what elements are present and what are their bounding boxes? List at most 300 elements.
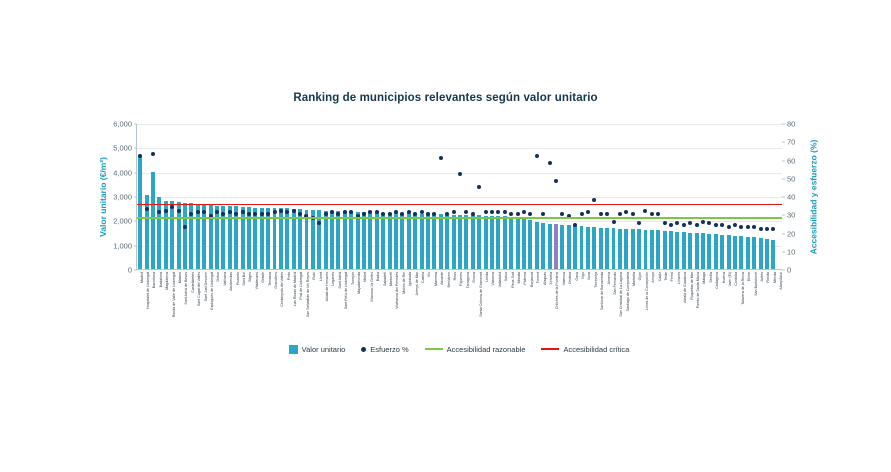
- bar: [477, 215, 481, 269]
- x-tick-label: Huelva: [721, 272, 726, 284]
- esfuerzo-point: [413, 212, 417, 216]
- bar: [394, 213, 398, 269]
- y-tick-label-right: 50: [787, 174, 796, 184]
- x-tick-label: Ronda: [766, 272, 771, 283]
- y-tick-mark-left: [134, 148, 137, 149]
- bar: [215, 206, 219, 269]
- bar: [509, 217, 513, 269]
- x-tick-label: Vigo: [580, 272, 585, 280]
- bar: [644, 230, 648, 269]
- gridline: [137, 124, 782, 125]
- esfuerzo-point: [266, 212, 270, 216]
- esfuerzo-point: [548, 161, 552, 165]
- esfuerzo-point: [490, 210, 494, 214]
- bar: [516, 218, 520, 269]
- bar: [439, 214, 443, 269]
- esfuerzo-point: [368, 210, 372, 214]
- y-tick-label-left: 2,000: [113, 216, 132, 226]
- x-tick-label: Reus: [453, 272, 457, 281]
- bar: [592, 227, 596, 269]
- y-tick-mark-right: [782, 233, 785, 234]
- x-tick-label: Sitges: [248, 272, 253, 282]
- esfuerzo-point: [381, 212, 385, 216]
- y-tick-mark-left: [134, 221, 137, 222]
- y-tick-label-right: 70: [787, 137, 796, 147]
- y-tick-mark-right: [782, 251, 785, 252]
- esfuerzo-point: [426, 212, 430, 216]
- x-tick-label: Gijón: [638, 272, 643, 281]
- legend-item[interactable]: [425, 345, 526, 354]
- bar: [400, 213, 404, 269]
- esfuerzo-point: [164, 209, 168, 213]
- x-tick-label: Santa Coloma de Gramenet: [478, 272, 483, 317]
- esfuerzo-point: [477, 185, 481, 189]
- x-tick-label: Sant Boi: [241, 272, 246, 286]
- x-tick-label: Getxo: [216, 272, 221, 282]
- x-tick-label: Majadahonda: [357, 272, 362, 294]
- esfuerzo-point: [452, 210, 456, 214]
- bar: [605, 228, 609, 269]
- legend-label: Accesibilidad razonable: [446, 344, 526, 354]
- x-tick-label: Reus Sud: [510, 272, 515, 288]
- x-tick-label: Sanlúcar de Barrameda: [600, 272, 605, 310]
- x-tick-label: Línea de la Concepción: [644, 272, 649, 310]
- x-tick-label: Santiago de Compostela: [625, 272, 630, 312]
- bar: [771, 240, 775, 269]
- x-tick-label: Barcelona: [152, 272, 157, 289]
- x-tick-label: Pozuelo: [235, 272, 240, 285]
- bar: [695, 233, 699, 269]
- gridline: [137, 148, 782, 149]
- x-tick-label: Lloret: [318, 272, 323, 281]
- y-axis-label-right-text: Accesibilidad y esfuerzo (%): [808, 139, 819, 255]
- x-tick-label: Alcobendas: [229, 272, 234, 291]
- bar: [612, 228, 616, 269]
- bar: [752, 237, 756, 269]
- x-tick-label: Sant Adrià: [337, 272, 342, 289]
- esfuerzo-point: [273, 210, 277, 214]
- esfuerzo-point: [170, 205, 174, 209]
- bar: [522, 219, 526, 269]
- x-tick-label: Mérida: [772, 272, 777, 283]
- bar: [151, 172, 155, 269]
- bar: [567, 225, 571, 269]
- bar: [650, 230, 654, 269]
- bar: [343, 211, 347, 269]
- bar: [413, 213, 417, 269]
- x-tick-label: Magdalena: [165, 272, 170, 290]
- x-tick-label: Talavera de la Reina: [740, 272, 745, 305]
- bar: [618, 229, 622, 269]
- esfuerzo-point: [771, 227, 775, 231]
- esfuerzo-point: [298, 212, 302, 216]
- bar: [675, 232, 679, 269]
- esfuerzo-point: [624, 210, 628, 214]
- legend-item[interactable]: [361, 345, 408, 354]
- x-tick-label: Cádiz: [657, 272, 662, 282]
- esfuerzo-point: [612, 220, 616, 224]
- y-tick-label-left: 4,000: [113, 168, 132, 178]
- esfuerzo-point: [177, 209, 181, 213]
- y-tick-label-right: 40: [787, 192, 796, 202]
- x-tick-label: Badalona: [158, 272, 163, 288]
- bar: [157, 197, 161, 269]
- esfuerzo-point: [145, 207, 149, 211]
- esfuerzo-point: [228, 210, 232, 214]
- x-tick-label: Salou: [504, 272, 509, 282]
- esfuerzo-point: [618, 212, 622, 216]
- esfuerzo-point: [336, 212, 340, 216]
- x-tick-label: Molins de Rei: [401, 272, 406, 294]
- esfuerzo-point: [727, 225, 731, 229]
- legend-swatch-line: [541, 348, 559, 350]
- x-tick-label: Sevilla: [708, 272, 713, 283]
- esfuerzo-point: [247, 212, 251, 216]
- bar: [471, 215, 475, 269]
- x-tick-label: Castelldefels: [190, 272, 195, 293]
- esfuerzo-point: [509, 212, 513, 216]
- x-tick-label: Martorell: [389, 272, 394, 286]
- chart-title: Ranking de municipios relevantes según valor unitario: [293, 92, 598, 104]
- x-tick-label: Girona: [472, 272, 477, 283]
- esfuerzo-point: [631, 212, 635, 216]
- x-tick-label: Córdoba: [734, 272, 739, 286]
- y-tick-label-left: 0: [127, 265, 132, 275]
- y-tick-mark-left: [134, 197, 137, 198]
- bar: [484, 216, 488, 269]
- esfuerzo-point: [541, 212, 545, 216]
- bar: [631, 229, 635, 269]
- x-tick-label: Arenys de Mar: [414, 272, 419, 296]
- x-tick-label: Manresa: [433, 272, 438, 286]
- esfuerzo-point: [528, 212, 532, 216]
- x-tick-label: Benidorm: [446, 272, 451, 288]
- bar: [420, 214, 424, 269]
- x-tick-label: Las Rozas de Madrid: [293, 272, 298, 306]
- bar: [388, 213, 392, 269]
- esfuerzo-point: [215, 210, 219, 214]
- x-tick-label: Cerdanyola del Vallès: [280, 272, 285, 307]
- x-tick-label: Igualada: [408, 272, 413, 286]
- esfuerzo-point: [522, 210, 526, 214]
- x-tick-label: Sant Just Desvern: [203, 272, 208, 302]
- bar: [727, 235, 731, 269]
- x-tick-label: Torrent: [536, 272, 541, 284]
- esfuerzo-point: [637, 221, 641, 225]
- y-tick-label-left: 3,000: [113, 192, 132, 202]
- y-tick-mark-right: [782, 178, 785, 179]
- y-tick-mark-right: [782, 270, 785, 271]
- bar: [733, 236, 737, 269]
- y-tick-label-right: 80: [787, 119, 796, 129]
- x-tick-label: Mollet: [363, 272, 368, 282]
- esfuerzo-point: [157, 210, 161, 214]
- y-tick-mark-right: [782, 142, 785, 143]
- x-tick-label: Alcoy/Alcoi: [779, 272, 784, 290]
- y-tick-mark-left: [134, 124, 137, 125]
- esfuerzo-point: [285, 210, 289, 214]
- x-tick-label: Marbella: [632, 272, 637, 286]
- legend-swatch-bar: [289, 345, 298, 354]
- bar: [669, 231, 673, 269]
- esfuerzo-point: [253, 212, 257, 216]
- x-tick-label: Ibiza: [587, 272, 592, 280]
- x-tick-label: Alcalá de Guadaíra: [683, 272, 688, 303]
- esfuerzo-point: [682, 223, 686, 227]
- bar: [714, 234, 718, 269]
- x-tick-label: Gavà: [574, 272, 579, 281]
- esfuerzo-point: [663, 221, 667, 225]
- y-tick-label-left: 1,000: [113, 241, 132, 251]
- esfuerzo-point: [675, 221, 679, 225]
- x-tick-label: Badia: [376, 272, 381, 282]
- x-tick-label: Mislata: [516, 272, 521, 284]
- esfuerzo-point: [196, 210, 200, 214]
- esfuerzo-point: [375, 210, 379, 214]
- bar: [663, 231, 667, 269]
- esfuerzo-point: [650, 212, 654, 216]
- y-tick-mark-right: [782, 160, 785, 161]
- esfuerzo-point: [669, 223, 673, 227]
- x-tick-label: Prat de Llobregat: [299, 272, 304, 300]
- esfuerzo-point: [765, 227, 769, 231]
- x-tick-label: Valencia: [561, 272, 566, 286]
- esfuerzo-point: [292, 209, 296, 213]
- legend-swatch-dot: [361, 347, 366, 352]
- legend-swatch-line: [425, 348, 443, 350]
- y-tick-mark-right: [782, 215, 785, 216]
- bar: [496, 216, 500, 269]
- x-tick-label: Mataró: [177, 272, 182, 284]
- y-tick-label-right: 20: [787, 229, 796, 238]
- x-tick-label: Lleida: [484, 272, 489, 282]
- x-tick-label: Granollers: [273, 272, 278, 289]
- x-tick-label: Vilafranca del Penedès: [395, 272, 400, 309]
- x-tick-label: San Fernando: [612, 272, 617, 295]
- reference-line-razonable: [137, 217, 782, 219]
- esfuerzo-point: [586, 210, 590, 214]
- bar: [324, 211, 328, 269]
- y-tick-mark-right: [782, 124, 785, 125]
- x-tick-label: Vallirana: [222, 272, 227, 286]
- x-tick-label: Avilés: [760, 272, 764, 282]
- esfuerzo-point: [260, 212, 264, 216]
- y-tick-label-right: 60: [787, 156, 796, 165]
- esfuerzo-point: [464, 210, 468, 214]
- x-axis-labels: [136, 272, 782, 332]
- bar: [452, 215, 456, 270]
- y-tick-mark-left: [134, 245, 137, 246]
- x-tick-label: Sant Feliu de Llobregat: [344, 272, 349, 310]
- x-tick-label: Linares: [676, 272, 681, 284]
- x-tick-label: Burjassot: [529, 272, 534, 287]
- esfuerzo-point: [688, 221, 692, 225]
- esfuerzo-point: [279, 209, 283, 213]
- gridline: [137, 197, 782, 198]
- bar: [503, 216, 507, 269]
- bar: [170, 201, 174, 269]
- esfuerzo-point: [400, 212, 404, 216]
- bar: [573, 226, 577, 269]
- esfuerzo-point: [535, 154, 539, 158]
- x-tick-label: Elche: [747, 272, 752, 281]
- bar: [426, 214, 430, 269]
- x-tick-label: Torrevieja: [593, 272, 598, 288]
- esfuerzo-point: [733, 223, 737, 227]
- esfuerzo-point: [503, 210, 507, 214]
- esfuerzo-point: [432, 212, 436, 216]
- x-tick-label: Almería: [606, 272, 611, 285]
- x-tick-label: Hospitalet de Llobregat: [145, 272, 150, 309]
- esfuerzo-point: [349, 210, 353, 214]
- bar: [330, 211, 334, 269]
- esfuerzo-point: [714, 223, 718, 227]
- x-tick-label: Viladecans: [254, 272, 259, 290]
- x-tick-label: Esplugues de Llobregat: [209, 272, 214, 310]
- x-tick-label: Jaén (El): [728, 272, 733, 287]
- x-tick-label: Arroyo: [651, 272, 656, 283]
- bar: [432, 214, 436, 269]
- y-tick-label-right: 0: [787, 265, 792, 275]
- esfuerzo-point: [151, 152, 155, 156]
- esfuerzo-point: [599, 212, 603, 216]
- x-tick-label: Rubí: [312, 272, 317, 280]
- bar: [535, 222, 539, 269]
- x-tick-label: Torrejón: [350, 272, 355, 285]
- bar: [349, 211, 353, 269]
- legend-label: Esfuerzo %: [370, 344, 409, 354]
- x-tick-label: Cartagena: [715, 272, 720, 289]
- y-tick-mark-left: [134, 172, 137, 173]
- y-axis-label-left-text: Valor unitario (€/m²): [98, 157, 109, 237]
- bar: [688, 233, 692, 270]
- bar: [720, 235, 724, 269]
- x-tick-label: San Cristóbal de La Laguna: [619, 272, 624, 317]
- x-tick-label: Pinto: [286, 272, 291, 281]
- bar: [759, 238, 763, 269]
- esfuerzo-point: [573, 223, 577, 227]
- bar: [381, 213, 385, 269]
- legend-label: Valor unitario: [301, 344, 346, 354]
- bar: [599, 228, 603, 269]
- bar: [746, 237, 750, 269]
- esfuerzo-point: [752, 225, 756, 229]
- esfuerzo-point: [241, 210, 245, 214]
- x-tick-label: Xirivella: [548, 272, 553, 285]
- x-tick-label: Ronda de Valle de Llobregat: [171, 272, 176, 318]
- esfuerzo-point: [759, 227, 763, 231]
- bar: [336, 211, 340, 269]
- esfuerzo-point: [739, 225, 743, 229]
- bar: [637, 229, 641, 269]
- bar: [548, 224, 552, 269]
- y-tick-label-right: 10: [787, 247, 796, 257]
- bar: [490, 216, 494, 269]
- esfuerzo-point: [445, 212, 449, 216]
- bar: [317, 210, 321, 269]
- esfuerzo-point: [189, 212, 193, 216]
- legend-item[interactable]: [541, 345, 629, 354]
- esfuerzo-point: [605, 212, 609, 216]
- y-tick-mark-left: [134, 270, 137, 271]
- legend-label: Accesibilidad crítica: [563, 344, 630, 354]
- x-tick-label: Alcalá de Henares: [325, 272, 330, 302]
- bar: [228, 206, 232, 269]
- x-tick-label: Terrassa: [267, 272, 272, 286]
- esfuerzo-point: [580, 212, 584, 216]
- x-tick-label: Tarragona: [465, 272, 470, 289]
- bar: [586, 227, 590, 269]
- x-tick-label: Sabadell: [382, 272, 387, 286]
- x-tick-label: Ondara: [568, 272, 573, 284]
- esfuerzo-point: [560, 212, 564, 216]
- esfuerzo-point: [138, 154, 142, 158]
- bar: [701, 233, 705, 269]
- y-tick-label-left: 6,000: [113, 119, 132, 129]
- esfuerzo-point: [234, 212, 238, 216]
- x-tick-label: Vic: [427, 272, 432, 277]
- bar: [624, 229, 628, 269]
- reference-line-critica: [137, 204, 782, 206]
- bar: [362, 212, 366, 269]
- bar: [554, 224, 558, 269]
- x-tick-label: Vilanova i la Geltrú: [369, 272, 374, 303]
- esfuerzo-point: [343, 210, 347, 214]
- legend-item[interactable]: [289, 345, 346, 354]
- esfuerzo-point: [317, 221, 321, 225]
- esfuerzo-point: [439, 156, 443, 160]
- esfuerzo-point: [707, 221, 711, 225]
- x-tick-label: Getafe: [261, 272, 266, 283]
- x-tick-label: Málaga: [702, 272, 707, 284]
- bar: [707, 234, 711, 269]
- y-tick-mark-right: [782, 197, 785, 198]
- bar: [356, 212, 360, 269]
- x-tick-label: Puerto de Santa María: [696, 272, 701, 309]
- esfuerzo-point: [746, 225, 750, 229]
- esfuerzo-point: [394, 210, 398, 214]
- bar: [656, 230, 660, 269]
- x-tick-label: Calella: [421, 272, 426, 283]
- bar: [445, 214, 449, 269]
- esfuerzo-point: [324, 212, 328, 216]
- x-tick-label: Madrid: [139, 272, 144, 283]
- x-tick-label: Vilaseca: [491, 272, 496, 286]
- bar: [765, 239, 769, 269]
- y-tick-label-right: 30: [787, 210, 796, 220]
- esfuerzo-point: [458, 172, 462, 176]
- chart-legend: [136, 342, 782, 356]
- esfuerzo-point: [420, 210, 424, 214]
- esfuerzo-point: [183, 225, 187, 229]
- x-tick-label: Alicante: [440, 272, 445, 285]
- x-tick-label: San Bartolomé: [753, 272, 758, 296]
- esfuerzo-point: [388, 212, 392, 216]
- x-tick-label: Sant Cugat del Vallès: [197, 272, 202, 307]
- esfuerzo-point: [407, 210, 411, 214]
- bar: [375, 212, 379, 269]
- esfuerzo-point: [695, 223, 699, 227]
- plot-area: [113, 119, 796, 275]
- bar: [739, 236, 743, 269]
- x-tick-label: Leganés: [331, 272, 336, 286]
- esfuerzo-point: [330, 210, 334, 214]
- esfuerzo-point: [554, 179, 558, 183]
- bar: [528, 220, 532, 269]
- bar: [580, 226, 584, 269]
- x-tick-label: San Sebastián de los Reyes: [305, 272, 310, 318]
- bar: [560, 225, 564, 269]
